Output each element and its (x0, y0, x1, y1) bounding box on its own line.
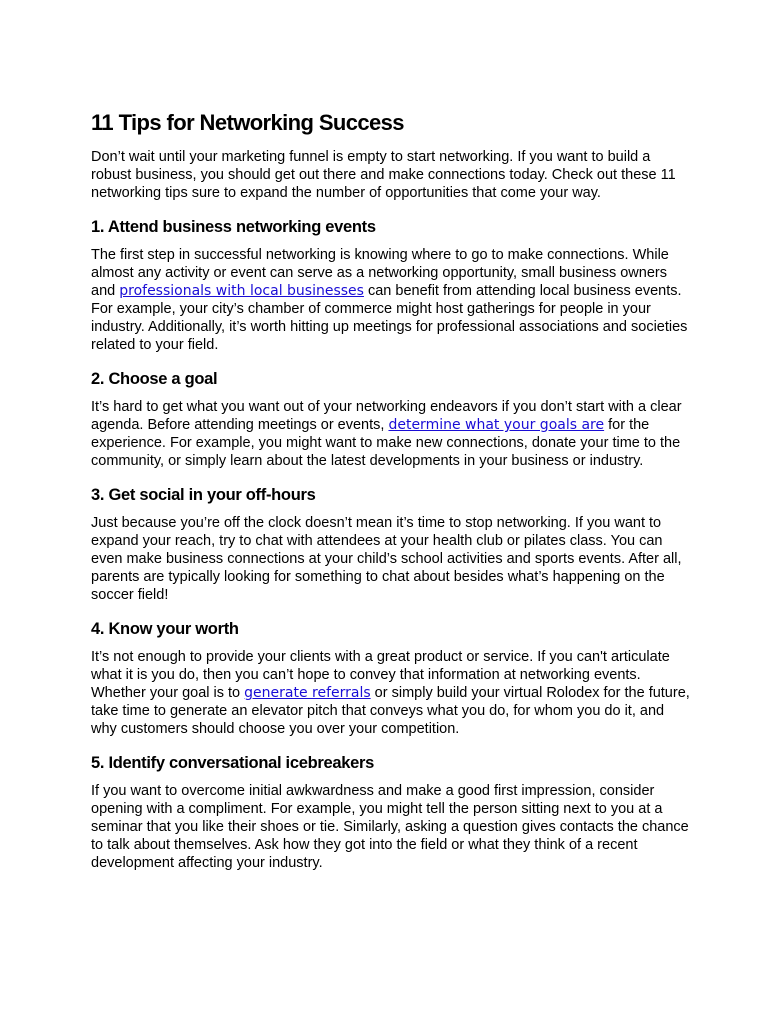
section-5-heading: 5. Identify conversational icebreakers (91, 754, 374, 772)
page-title: 11 Tips for Networking Success (91, 110, 404, 135)
section-1-paragraph-1 (91, 246, 691, 300)
section-4-heading: 4. Know your worth (91, 620, 239, 638)
section-1-text-before-link: The first step in successful networking is knowing where to go to make connections. While almost any activity or event can serve as a networking opportunity, small business owners and (91, 247, 669, 299)
section-1-text-after-link: can benefit from attending local business events. (363, 283, 682, 299)
section-4-text-after-link: or simply build your virtual Rolodex for the future, take time to generate an elevator pitch that conveys what you do, for whom you do it, and why customers should choose you over your competition. (91, 685, 690, 737)
section-4-text-before-link: It’s not enough to provide your clients with a great product or service. If you can't articulate what it is you do, then you can’t hope to convey that information at networking events. Whether your goal is to (91, 649, 670, 701)
section-5-paragraph: If you want to overcome initial awkwardness and make a good first impression, consider opening with a compliment. For example, you might tell the person sitting next to you at a seminar that you like their shoes or tie. Similarly, asking a question gives contacts the chance to talk about themselves. Ask how they got into the field or what they think of a recent development affecting your industry. (91, 783, 689, 871)
section-1-heading: 1. Attend business networking events (91, 218, 376, 236)
section-2-text-before-link: It’s hard to get what you want out of your networking endeavors if you don’t start with a clear agenda. Before attending meetings or events, (91, 399, 682, 433)
determine-goals-link[interactable]: determine what your goals are (388, 417, 605, 433)
generate-referrals-link[interactable]: generate referrals (244, 685, 371, 701)
section-2-heading: 2. Choose a goal (91, 370, 218, 388)
section-3-paragraph: Just because you’re off the clock doesn’t mean it’s time to stop networking. If you want to expand your reach, try to chat with attendees at your health club or pilates class. You can even make business connections at your child’s school activities and sports events. After all, parents are typically looking for something to chat about besides what’s happening on the soccer field! (91, 515, 682, 603)
section-2-paragraph (91, 398, 691, 470)
professionals-with-local-businesses-link[interactable]: professionals with local businesses (119, 283, 364, 299)
section-3-heading: 3. Get social in your off-hours (91, 486, 316, 504)
section-2-text-after-link: for the experience. For example, you might want to make new connections, donate your time to the community, or simply learn about the latest developments in your business or industry. (91, 417, 681, 469)
article (91, 108, 691, 872)
section-4-paragraph (91, 648, 691, 738)
intro-paragraph: Don’t wait until your marketing funnel is empty to start networking. If you want to build a robust business, you should get out there and make connections today. Check out these 11 networking tips sure to expand the number of opportunities that come your way. (91, 149, 676, 201)
section-1-paragraph-2: For example, your city’s chamber of commerce might host gatherings for people in your industry. Additionally, it’s worth hitting up meetings for professional associations and societies related to your field. (91, 301, 688, 353)
